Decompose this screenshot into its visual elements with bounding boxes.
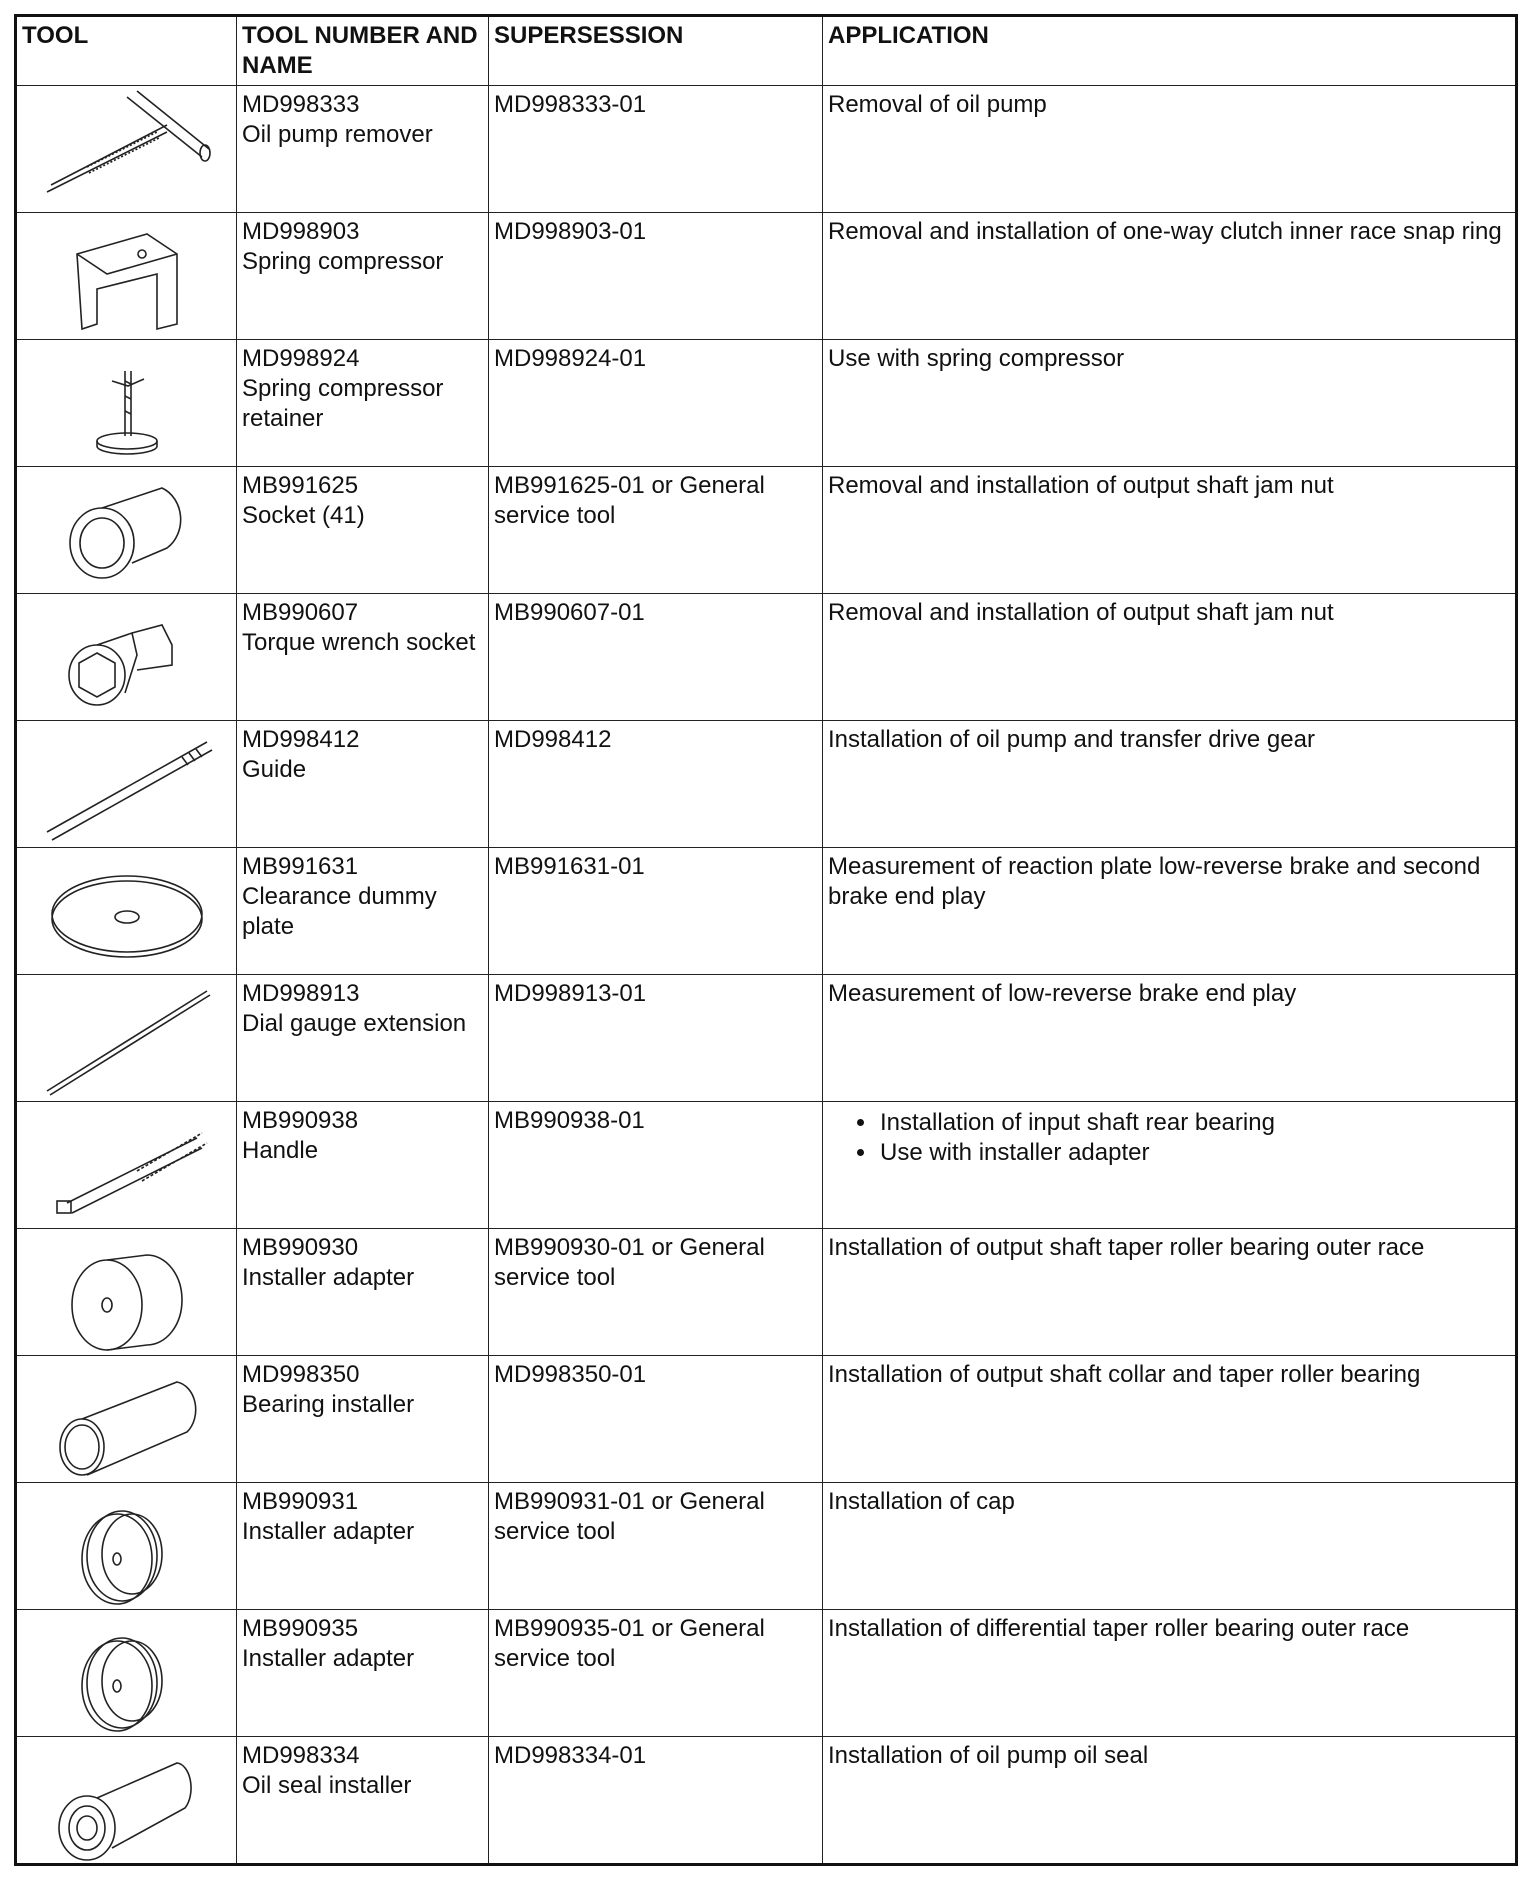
tool-illustration-cell — [16, 1356, 237, 1483]
table-row — [16, 86, 1517, 213]
tool-name: Clearance dummy plate — [242, 883, 437, 940]
supersession-cell: MB990931-01 or General service tool — [489, 1483, 823, 1610]
tool-number-name-cell — [237, 975, 489, 1102]
application-cell — [823, 1356, 1517, 1483]
table-row — [16, 1356, 1517, 1483]
application-text: Installation of cap — [828, 1488, 1015, 1515]
application-text: Removal and installation of output shaft jam nut — [828, 472, 1334, 499]
tool-number-name-cell — [237, 594, 489, 721]
tool-number-name-cell — [237, 340, 489, 467]
application-cell — [823, 1102, 1517, 1229]
tool-number: MB990931 — [242, 1488, 359, 1515]
tool-illustration-cell — [16, 594, 237, 721]
socket-icon — [27, 468, 227, 593]
tool-name: Handle — [242, 1137, 319, 1164]
tool-name: Dial gauge extension — [242, 1010, 467, 1037]
table-row — [16, 1483, 1517, 1610]
table-row — [16, 1737, 1517, 1865]
tool-number: MB990938 — [242, 1107, 359, 1134]
application-cell — [823, 213, 1517, 340]
supersession-cell: MD998924-01 — [489, 340, 823, 467]
table-row — [16, 340, 1517, 467]
supersession-cell: MB991631-01 — [489, 848, 823, 975]
tool-name: Installer adapter — [242, 1645, 415, 1672]
dummy-plate-icon — [27, 849, 227, 974]
application-item: • Use with installer adapter — [878, 1138, 1510, 1168]
header-application: APPLICATION — [823, 16, 1517, 86]
spring-compressor-icon — [27, 214, 227, 339]
guide-rod-icon — [27, 722, 227, 847]
tool-number-name-cell — [237, 467, 489, 594]
tool-illustration-cell — [16, 1610, 237, 1737]
tool-number-name-cell — [237, 1229, 489, 1356]
torque-socket-icon — [27, 595, 227, 720]
tool-number: MB991625 — [242, 472, 359, 499]
application-text: Installation of differential taper roller bearing outer race — [828, 1615, 1410, 1642]
application-text: Installation of oil pump oil seal — [828, 1742, 1149, 1769]
tool-name: Torque wrench socket — [242, 629, 476, 656]
installer-adapter-icon — [27, 1230, 227, 1355]
application-text: Removal of oil pump — [828, 91, 1047, 118]
header-tool: TOOL — [16, 16, 237, 86]
tool-name: Oil seal installer — [242, 1772, 412, 1799]
application-cell — [823, 467, 1517, 594]
bearing-installer-icon — [27, 1357, 227, 1482]
tool-name: Installer adapter — [242, 1264, 415, 1291]
supersession-cell: MB990935-01 or General service tool — [489, 1610, 823, 1737]
tool-name: Oil pump remover — [242, 121, 433, 148]
tool-number-name-cell — [237, 213, 489, 340]
tool-number-name-cell — [237, 848, 489, 975]
tool-illustration-cell — [16, 86, 237, 213]
application-text: Removal and installation of output shaft jam nut — [828, 599, 1334, 626]
tool-illustration-cell — [16, 1483, 237, 1610]
tool-name: Bearing installer — [242, 1391, 415, 1418]
tool-number: MB990935 — [242, 1615, 359, 1642]
tool-number: MD998903 — [242, 218, 360, 245]
table-row — [16, 467, 1517, 594]
tool-name: Spring compressor retainer — [242, 375, 444, 432]
tool-name: Installer adapter — [242, 1518, 415, 1545]
application-cell — [823, 340, 1517, 467]
tool-number: MD998412 — [242, 726, 360, 753]
application-text: Use with spring compressor — [828, 345, 1125, 372]
supersession-cell: MB990938-01 — [489, 1102, 823, 1229]
tool-number-name-cell — [237, 1737, 489, 1865]
tool-illustration-cell — [16, 467, 237, 594]
application-cell — [823, 1737, 1517, 1865]
stepped-adapter-icon — [27, 1484, 227, 1609]
tool-illustration-cell — [16, 1229, 237, 1356]
table-row — [16, 213, 1517, 340]
tool-name: Spring compressor — [242, 248, 444, 275]
tool-number-name-cell — [237, 86, 489, 213]
table-row — [16, 721, 1517, 848]
tool-number-name-cell — [237, 1610, 489, 1737]
tool-number: MD998334 — [242, 1742, 360, 1769]
supersession-cell: MB990607-01 — [489, 594, 823, 721]
table-row — [16, 1102, 1517, 1229]
tool-number: MB990930 — [242, 1234, 359, 1261]
application-text: Measurement of low-reverse brake end play — [828, 980, 1297, 1007]
handle-icon — [27, 1103, 227, 1228]
stepped-adapter-icon — [27, 1611, 227, 1736]
tool-illustration-cell — [16, 975, 237, 1102]
supersession-cell: MD998412 — [489, 721, 823, 848]
gauge-extension-icon — [27, 976, 227, 1101]
application-cell — [823, 848, 1517, 975]
table-row — [16, 1229, 1517, 1356]
application-cell — [823, 1229, 1517, 1356]
tool-number: MD998924 — [242, 345, 360, 372]
tool-illustration-cell — [16, 340, 237, 467]
application-item: • Installation of input shaft rear bearing — [878, 1108, 1510, 1138]
tool-number: MD998913 — [242, 980, 360, 1007]
tool-number-name-cell — [237, 1356, 489, 1483]
header-number-name: TOOL NUMBER AND NAME — [237, 16, 489, 86]
application-cell — [823, 1610, 1517, 1737]
table-row — [16, 848, 1517, 975]
application-cell — [823, 1483, 1517, 1610]
table-row — [16, 975, 1517, 1102]
supersession-cell: MD998333-01 — [489, 86, 823, 213]
header-supersession: SUPERSESSION — [489, 16, 823, 86]
tool-illustration-cell — [16, 1102, 237, 1229]
tool-number: MD998333 — [242, 91, 360, 118]
tool-number-name-cell — [237, 1102, 489, 1229]
special-tools-table — [14, 14, 1518, 1866]
table-row — [16, 1610, 1517, 1737]
tool-name: Socket (41) — [242, 502, 365, 529]
tool-number: MB990607 — [242, 599, 359, 626]
supersession-cell: MD998903-01 — [489, 213, 823, 340]
tool-illustration-cell — [16, 721, 237, 848]
tool-name: Guide — [242, 756, 307, 783]
header-row — [16, 16, 1517, 86]
table-row — [16, 594, 1517, 721]
application-text: Removal and installation of one-way clutch inner race snap ring — [828, 218, 1502, 245]
application-cell — [823, 721, 1517, 848]
tool-illustration-cell — [16, 1737, 237, 1865]
application-list — [828, 1108, 1510, 1168]
application-text: Installation of output shaft collar and taper roller bearing — [828, 1361, 1421, 1388]
supersession-cell: MD998913-01 — [489, 975, 823, 1102]
application-cell — [823, 594, 1517, 721]
application-text: Installation of oil pump and transfer drive gear — [828, 726, 1315, 753]
supersession-cell: MB990930-01 or General service tool — [489, 1229, 823, 1356]
tool-illustration-cell — [16, 213, 237, 340]
tool-number-name-cell — [237, 721, 489, 848]
tool-number-name-cell — [237, 1483, 489, 1610]
supersession-cell: MB991625-01 or General service tool — [489, 467, 823, 594]
supersession-cell: MD998350-01 — [489, 1356, 823, 1483]
tool-number: MB991631 — [242, 853, 359, 880]
supersession-cell: MD998334-01 — [489, 1737, 823, 1865]
application-cell — [823, 86, 1517, 213]
oil-seal-installer-icon — [27, 1738, 227, 1863]
application-text: Measurement of reaction plate low-reverse brake and second brake end play — [828, 853, 1481, 910]
t-handle-remover-icon — [27, 87, 227, 212]
tool-number: MD998350 — [242, 1361, 360, 1388]
tool-illustration-cell — [16, 848, 237, 975]
application-cell — [823, 975, 1517, 1102]
application-text: Installation of output shaft taper roller bearing outer race — [828, 1234, 1425, 1261]
compressor-retainer-icon — [27, 341, 227, 466]
